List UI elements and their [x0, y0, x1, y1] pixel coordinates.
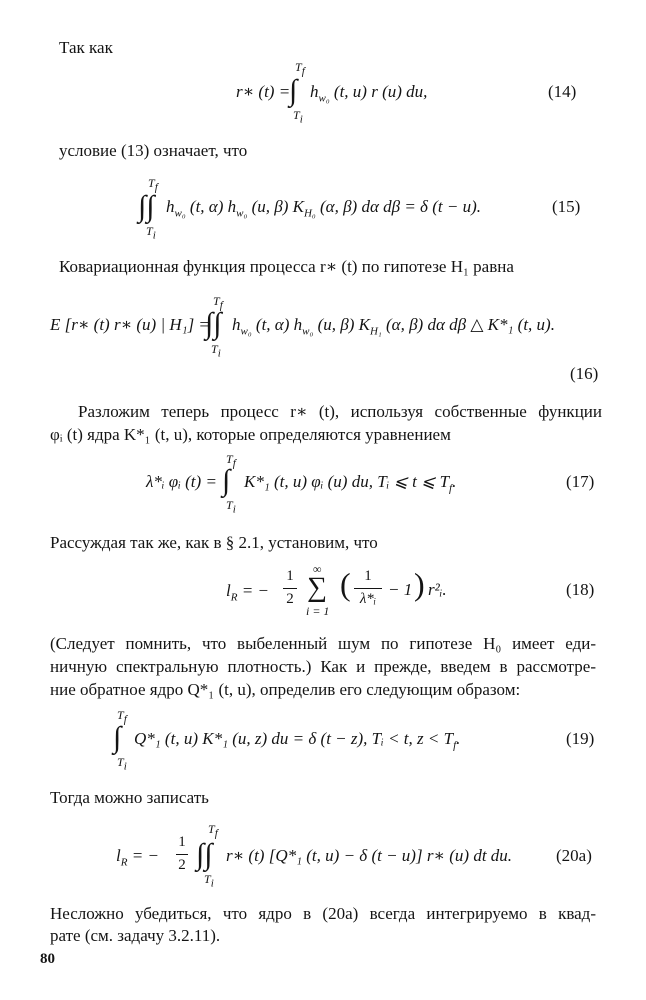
equation-lhs: r∗ (t) =	[236, 82, 291, 101]
equation-body: K*₁ (t, u) φᵢ (u) du, Tᵢ ⩽ t ⩽ $T_f$.	[244, 472, 457, 495]
equation-body: $h_{w_0}$ (t, α) $h_{w_0}$ (u, β) $K_{H_0}$ (α, β) dα dβ = δ (t − u).	[166, 197, 481, 220]
integral-lower-limit: $T_i$	[146, 224, 156, 242]
integral-upper-limit: $T_f$	[213, 294, 223, 312]
integral-upper-limit: $T_f$	[148, 176, 158, 194]
page-number: 80	[40, 951, 55, 967]
paragraph-neslozhno-line-1: Несложно убедиться, что ядро в (20а) всегда интегрируемо в квад-	[50, 904, 596, 923]
double-integral-sign: ∫∫	[196, 838, 213, 871]
integral-sign: ∫	[222, 464, 231, 497]
paragraph-kovariacionnaya: Ковариационная функция процесса r∗ (t) по гипотезе H₁ равна	[59, 257, 514, 276]
equation-body: $h_{w_0}$ (t, u) r (u) du,	[310, 82, 428, 105]
integral-lower-limit: $T_i$	[204, 872, 214, 890]
fraction-numerator: 1	[178, 834, 186, 850]
equation-body: r∗ (t) [Q*₁ (t, u) − δ (t − u)] r∗ (u) dt du.	[226, 846, 513, 865]
sum-upper-limit: ∞	[313, 562, 322, 576]
paragraph-sleduet-line-1: (Следует помнить, что выбеленный шум по гипотезе H₀ имеет еди-	[50, 634, 596, 653]
fraction-bar	[283, 588, 297, 589]
equation-lhs: $l_R$ = −	[116, 846, 159, 869]
integral-sign: ∫	[113, 721, 122, 754]
paragraph-tak-kak: Так как	[59, 38, 113, 57]
right-paren: )	[414, 566, 425, 602]
integral-upper-limit: $T_f$	[208, 822, 218, 840]
paragraph-uslovie: условие (13) означает, что	[59, 141, 248, 160]
equation-number: (15)	[552, 197, 581, 216]
fraction-denominator: 2	[178, 857, 186, 873]
minus-one: − 1	[388, 580, 413, 599]
equation-number: (16)	[570, 364, 599, 383]
sum-sign: ∑	[307, 572, 327, 603]
integral-lower-limit: $T_i$	[226, 498, 236, 516]
integral-sign: ∫	[289, 74, 298, 107]
inner-fraction-bar	[354, 588, 382, 589]
equation-lhs: E [r∗ (t) r∗ (u) | H₁] =	[50, 315, 210, 334]
equation-lhs: $l_R$ = −	[226, 581, 269, 604]
integral-upper-limit: $T_f$	[117, 708, 127, 726]
paragraph-razlozhim-line-2: φᵢ (t) ядра K*₁ (t, u), которые определяются уравнением	[50, 425, 451, 444]
equation-number: (19)	[566, 729, 595, 748]
equation-number: (20а)	[556, 846, 592, 865]
paragraph-rassuzhdaya: Рассуждая так же, как в § 2.1, установим, что	[50, 533, 378, 552]
equation-lhs: λ*ᵢ φᵢ (t) =	[146, 472, 217, 491]
double-integral-sign: ∫∫	[205, 307, 222, 340]
integral-lower-limit: $T_i$	[211, 342, 221, 360]
equation-tail: r²ᵢ.	[428, 580, 447, 599]
inner-fraction-denominator: λ*ᵢ	[359, 591, 377, 607]
equation-number: (14)	[548, 82, 577, 101]
integral-lower-limit: $T_i$	[293, 108, 303, 126]
equation-number: (17)	[566, 472, 595, 491]
integral-upper-limit: $T_f$	[295, 60, 305, 78]
paragraph-sleduet-line-2: ничную спектральную плотность.) Как и прежде, введем в рассмотре-	[50, 657, 596, 676]
paragraph-razlozhim-line-1: Разложим теперь процесс r∗ (t), используя собственные функции	[78, 402, 602, 421]
fraction-numerator: 1	[286, 568, 294, 584]
fraction-denominator: 2	[286, 591, 294, 607]
double-integral-sign: ∫∫	[138, 190, 155, 223]
integral-lower-limit: $T_i$	[117, 755, 127, 773]
left-paren: (	[340, 566, 351, 602]
sum-lower-limit: i = 1	[306, 604, 330, 618]
paragraph-sleduet-line-3: ние обратное ядро Q*₁ (t, u), определив его следующим образом:	[50, 680, 521, 699]
paragraph-neslozhno-line-2: рате (см. задачу 3.2.11).	[50, 926, 221, 945]
equation-number: (18)	[566, 580, 595, 599]
paragraph-togda: Тогда можно записать	[50, 788, 209, 807]
fraction-bar	[176, 854, 188, 855]
equation-body: $h_{w_0}$ (t, α) $h_{w_0}$ (u, β) $K_{H_1}$ (α, β) dα dβ △ K*₁ (t, u).	[232, 315, 555, 338]
integral-upper-limit: $T_f$	[226, 452, 236, 470]
inner-fraction-numerator: 1	[364, 568, 372, 584]
equation-body: Q*₁ (t, u) K*₁ (u, z) du = δ (t − z), Tᵢ < t, $z < T_f$.	[134, 729, 461, 752]
